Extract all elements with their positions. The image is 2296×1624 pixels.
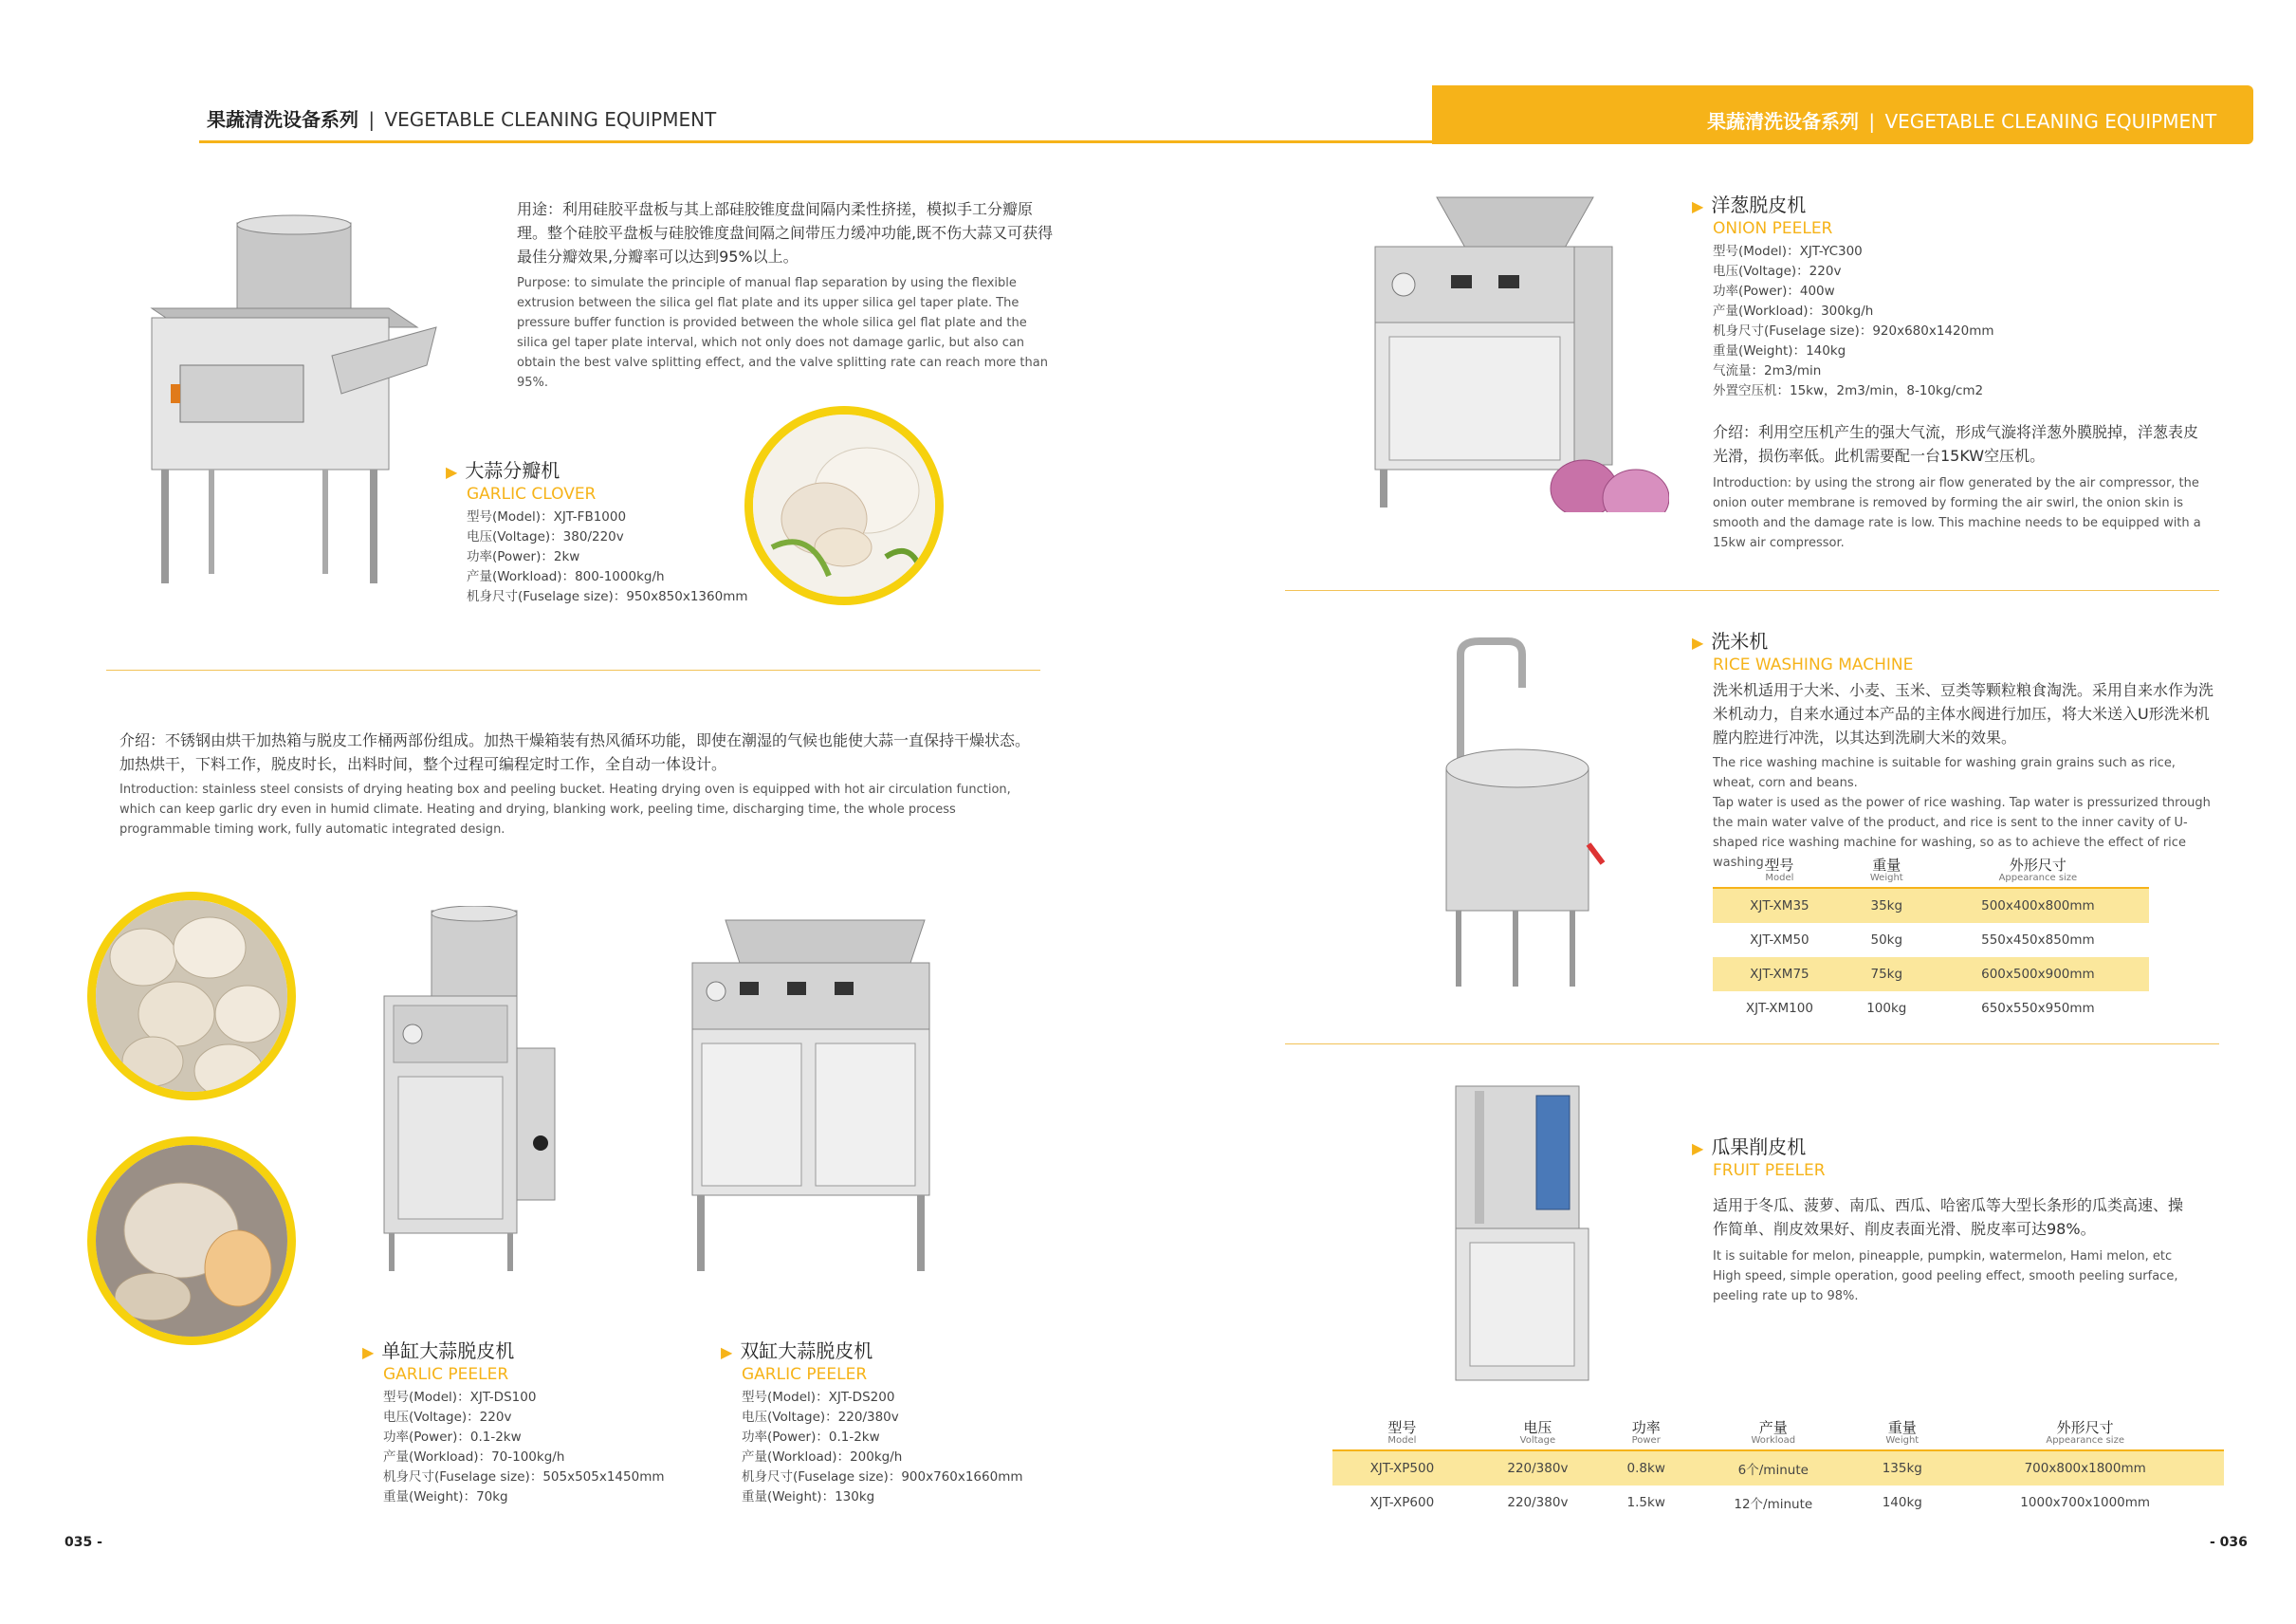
table-cell: 700x800x1800mm: [1946, 1450, 2224, 1486]
table-header-cell: [1927, 857, 2149, 888]
table-header-en: Power: [1631, 1435, 1661, 1446]
fruit-peeler-image: [1446, 1081, 1598, 1394]
section-divider: [1285, 590, 2219, 591]
triangle-bullet-icon: ▶: [446, 463, 458, 481]
spec-line: 产量(Workload)：70-100kg/h: [383, 1449, 565, 1465]
spec-line: 外置空压机：15kw，2m3/min，8-10kg/cm2: [1713, 383, 1984, 398]
spec-line: 机身尺寸(Fuselage size)：505x505x1450mm: [383, 1469, 665, 1485]
spec-line: 功率(Power)：2kw: [467, 549, 580, 564]
header-sep: |: [1868, 110, 1876, 133]
garlic-clover-machine-image: [142, 213, 458, 593]
table-row: [1713, 923, 2149, 957]
header-right: [1707, 106, 2216, 134]
rice-washing-machine-image: [1427, 636, 1607, 996]
fruit-desc-cn: 适用于冬瓜、菠萝、南瓜、西瓜、哈密瓜等大型长条形的瓜类高速、操作简单、削皮效果好、削皮表面光滑、脱皮率可达98%。: [1713, 1196, 2184, 1238]
section-divider: [1285, 1043, 2219, 1044]
table-header-cn: 型号: [1387, 1419, 1417, 1436]
triangle-bullet-icon: ▶: [1692, 197, 1704, 215]
page-number-right: - 036: [2210, 1535, 2248, 1550]
spec-line: 型号(Model)：XJT-DS200: [742, 1390, 895, 1405]
table-cell: 0.8kw: [1604, 1450, 1688, 1486]
double-garlic-peeler-image: [683, 911, 948, 1290]
table-header-cn: 外形尺寸: [2056, 1419, 2114, 1436]
rice-title: 洗米机: [1711, 630, 1769, 653]
rice-table-header: [1713, 857, 2149, 888]
table-cell: 50kg: [1870, 932, 1903, 948]
table-header-cell: [1946, 1419, 2224, 1450]
table-header-cell: [1858, 1419, 1946, 1450]
table-header-en: Appearance size: [1998, 873, 2078, 883]
onion-peeler-image: [1356, 190, 1669, 512]
table-cell: XJT-XM100: [1745, 1001, 1813, 1016]
header-rule: [199, 140, 1432, 143]
spec-line: 产量(Workload)：800-1000kg/h: [467, 569, 665, 584]
table-header-en: Workload: [1751, 1435, 1796, 1446]
rice-block: [1692, 626, 2223, 873]
table-cell: XJT-XM50: [1750, 932, 1809, 948]
table-header-en: Appearance size: [2046, 1435, 2124, 1446]
table-header-cell: [1332, 1419, 1472, 1450]
onion-title: 洋葱脱皮机: [1711, 194, 1807, 216]
table-cell: XJT-XP600: [1369, 1495, 1435, 1510]
spec-line: 重量(Weight)：140kg: [1713, 343, 1846, 359]
single-peeler-title: 单缸大蒜脱皮机: [381, 1339, 515, 1362]
double-peeler-specs: [742, 1388, 1081, 1507]
rice-spec-table: [1713, 857, 2149, 1025]
table-cell: 600x500x900mm: [1927, 957, 2149, 991]
header-left: [207, 104, 716, 132]
table-cell: 6个/minute: [1688, 1450, 1858, 1486]
header-sep: |: [368, 108, 376, 131]
spec-line: 气流量：2m3/min: [1713, 363, 1822, 378]
single-peeler-subtitle: GARLIC PEELER: [383, 1365, 509, 1384]
spec-line: 机身尺寸(Fuselage size)：950x850x1360mm: [467, 589, 748, 604]
triangle-bullet-icon: ▶: [362, 1343, 375, 1361]
rice-table-body: [1713, 888, 2149, 1025]
table-header-cn: 电压: [1523, 1419, 1552, 1436]
table-header-en: Model: [1765, 873, 1794, 883]
table-header-cn: 产量: [1758, 1419, 1788, 1436]
page-number-left: 035 -: [64, 1535, 102, 1550]
table-cell: 100kg: [1866, 1001, 1907, 1016]
table-header-cn: 型号: [1765, 857, 1794, 874]
garlic-clover-purpose-en: Purpose: to simulate the principle of manual flap separation by using the flexible extrusion between the silica gel flat plate and its upper silica gel taper plate. The pressure buffer function is provided between the whole silica gel flat plate and the silica gel taper plate interval, which not only does not damage garlic, but also can obtain the best valve splitting effect, and the valve splitting rate can reach more than 95%.: [517, 276, 1048, 390]
fruit-desc-en: It is suitable for melon, pineapple, pumpkin, watermelon, Hami melon, etc High speed, simple operation, good peeling effect, smooth peeling surface, peeling rate up to 98%.: [1713, 1249, 2178, 1303]
table-cell: 12个/minute: [1734, 1497, 1813, 1512]
header-right-en: VEGETABLE CLEANING EQUIPMENT: [1884, 110, 2217, 133]
fruit-table-body: [1332, 1450, 2224, 1520]
table-header-cn: 外形尺寸: [2009, 857, 2066, 874]
fruit-subtitle: FRUIT PEELER: [1713, 1161, 1826, 1180]
double-peeler-block: [721, 1336, 1081, 1507]
table-header-en: Model: [1387, 1435, 1417, 1446]
header-left-cn: 果蔬清洗设备系列: [207, 108, 358, 131]
table-header-cn: 重量: [1887, 1419, 1917, 1436]
table-cell: 75kg: [1846, 957, 1927, 991]
fruit-title: 瓜果削皮机: [1711, 1135, 1807, 1158]
spec-line: 型号(Model)：XJT-YC300: [1713, 244, 1863, 259]
spec-line: 电压(Voltage)：380/220v: [467, 529, 624, 544]
rice-subtitle: RICE WASHING MACHINE: [1713, 655, 1914, 674]
table-cell: XJT-XM35: [1713, 888, 1846, 923]
double-peeler-subtitle: GARLIC PEELER: [742, 1365, 868, 1384]
table-cell: XJT-XM75: [1713, 957, 1846, 991]
garlic-bulb-circle-image: [744, 406, 944, 605]
onion-block: [1692, 190, 2223, 553]
table-header-cn: 重量: [1872, 857, 1901, 874]
spec-line: 产量(Workload)：300kg/h: [1713, 304, 1874, 319]
garlic-bulbs-circle-image: [87, 892, 296, 1100]
garlic-clover-specs: [467, 508, 787, 607]
single-peeler-block: [362, 1336, 723, 1507]
spec-line: 重量(Weight)：70kg: [383, 1489, 508, 1504]
header-right-cn: 果蔬清洗设备系列: [1707, 110, 1859, 133]
table-row: [1713, 888, 2149, 923]
onion-subtitle: ONION PEELER: [1713, 219, 1833, 238]
spec-line: 电压(Voltage)：220v: [1713, 264, 1842, 279]
table-row: [1713, 957, 2149, 991]
table-row: [1713, 991, 2149, 1025]
onion-specs: [1713, 242, 2223, 401]
table-header-cn: 功率: [1631, 1419, 1661, 1436]
spec-line: 机身尺寸(Fuselage size)：900x760x1660mm: [742, 1469, 1023, 1485]
garlic-bulb-illustration: [753, 415, 935, 597]
double-peeler-title: 双缸大蒜脱皮机: [740, 1339, 873, 1362]
header-left-en: VEGETABLE CLEANING EQUIPMENT: [384, 108, 717, 131]
spec-line: 型号(Model)：XJT-DS100: [383, 1390, 537, 1405]
peeled-garlic-illustration: [96, 1145, 287, 1337]
table-header-en: Weight: [1869, 873, 1903, 883]
garlic-clover-block: [446, 455, 787, 607]
table-cell: 220/380v: [1507, 1495, 1569, 1510]
spec-line: 功率(Power)：0.1-2kw: [742, 1430, 880, 1445]
spec-line: 产量(Workload)：200kg/h: [742, 1449, 903, 1465]
table-cell: 650x550x950mm: [1981, 1001, 2095, 1016]
intro-cn: 介绍：不锈钢由烘干加热箱与脱皮工作桶两部份组成。加热干燥箱装有热风循环功能，即使在潮湿的气候也能使大蒜一直保持干燥状态。加热烘干，下料工作，脱皮时长，出料时间，整个过程可编程定时工作，全自动一体设计。: [119, 731, 1031, 773]
table-cell: 135kg: [1858, 1450, 1946, 1486]
single-garlic-peeler-image: [375, 906, 583, 1276]
table-row: [1332, 1450, 2224, 1486]
table-cell: 220/380v: [1472, 1450, 1604, 1486]
spec-line: 电压(Voltage)：220v: [383, 1410, 512, 1425]
onion-intro-cn: 介绍：利用空压机产生的强大气流，形成气漩将洋葱外膜脱掉，洋葱表皮光滑，损伤率低。此机需要配一台15KW空压机。: [1713, 423, 2199, 465]
table-header-cell: [1604, 1419, 1688, 1450]
table-cell: 500x400x800mm: [1927, 888, 2149, 923]
table-header-cell: [1688, 1419, 1858, 1450]
spec-line: 重量(Weight)：130kg: [742, 1489, 875, 1504]
table-cell: 550x450x850mm: [1981, 932, 2095, 948]
fruit-spec-table: [1332, 1419, 2224, 1520]
table-cell: 1.5kw: [1626, 1495, 1665, 1510]
rice-desc-en-1: The rice washing machine is suitable for washing grain grains such as rice, wheat, corn and beans.: [1713, 756, 2176, 790]
table-header-cell: [1472, 1419, 1604, 1450]
section-divider: [106, 670, 1040, 671]
rice-desc-en-2: Tap water is used as the power of rice washing. Tap water is pressurized through the main water valve of the product, and rice is sent to the inner cavity of U-shaped rice washing machine for washing, so as to achieve the effect of rice washing.: [1713, 796, 2211, 870]
fruit-table-header: [1332, 1419, 2224, 1450]
garlic-clover-purpose-cn: 用途：利用硅胶平盘板与其上部硅胶锥度盘间隔内柔性挤搓，模拟手工分瓣原理。整个硅胶平盘板与硅胶锥度盘间隔之间带压力缓冲功能,既不伤大蒜又可获得最佳分瓣效果,分瓣率可以达到95%以上。: [517, 200, 1054, 266]
table-cell: 1000x700x1000mm: [2020, 1495, 2151, 1510]
rice-desc-cn: 洗米机适用于大米、小麦、玉米、豆类等颗粒粮食淘洗。采用自来水作为洗米机动力，自来水通过本产品的主体水阀进行加压，将大米送入U形洗米机膛内腔进行冲洗，以其达到洗刷大米的效果。: [1713, 681, 2214, 747]
table-header-cell: [1846, 857, 1927, 888]
peeled-garlic-circle-image: [87, 1136, 296, 1345]
table-cell: 35kg: [1846, 888, 1927, 923]
spec-line: 电压(Voltage)：220/380v: [742, 1410, 899, 1425]
triangle-bullet-icon: ▶: [721, 1343, 733, 1361]
garlic-clover-subtitle: GARLIC CLOVER: [467, 485, 597, 504]
single-peeler-specs: [383, 1388, 723, 1507]
fruit-block: [1692, 1132, 2223, 1306]
table-header-en: Weight: [1885, 1435, 1919, 1446]
spec-line: 机身尺寸(Fuselage size)：920x680x1420mm: [1713, 323, 1994, 339]
garlic-clover-title: 大蒜分瓣机: [465, 459, 560, 482]
triangle-bullet-icon: ▶: [1692, 634, 1704, 652]
table-cell: 140kg: [1882, 1495, 1922, 1510]
garlic-pile-illustration: [96, 900, 287, 1092]
table-header-en: Voltage: [1519, 1435, 1556, 1446]
spec-line: 功率(Power)：0.1-2kw: [383, 1430, 522, 1445]
intro-en: Introduction: stainless steel consists of drying heating box and peeling bucket. Heating drying oven is equipped with hot air circulation function, which can keep garlic dry even in humid climate. Heating and drying, blanking work, peeling time, discharging time, the whole process programmable timing work, fully automatic integrated design.: [119, 783, 1011, 837]
table-cell: XJT-XP500: [1332, 1450, 1472, 1486]
triangle-bullet-icon: ▶: [1692, 1139, 1704, 1157]
spec-line: 型号(Model)：XJT-FB1000: [467, 509, 627, 525]
onion-intro-en: Introduction: by using the strong air flow generated by the air compressor, the onion outer membrane is removed by forming the air swirl, the onion skin is smooth and the damage rate is low. This machine needs to be equipped with a 15kw air compressor.: [1713, 476, 2201, 550]
table-header-cell: [1713, 857, 1846, 888]
table-row: [1332, 1486, 2224, 1520]
spec-line: 功率(Power)：400w: [1713, 284, 1835, 299]
